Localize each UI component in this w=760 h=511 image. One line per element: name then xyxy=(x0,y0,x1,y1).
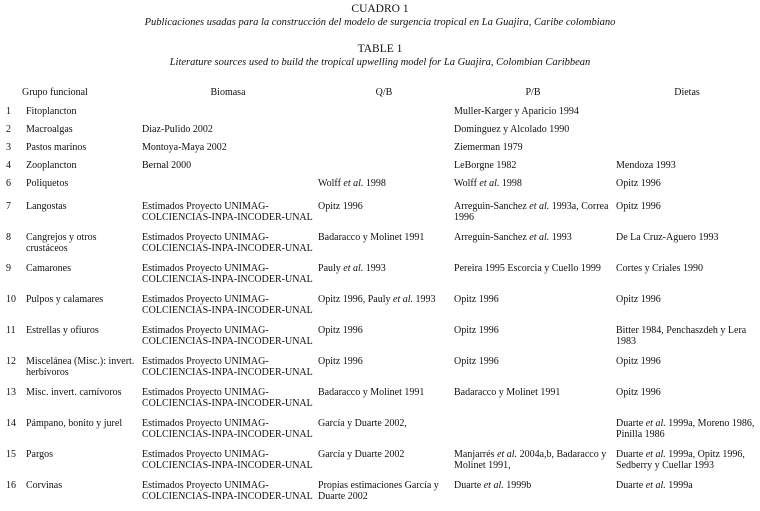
cell-number: 4 xyxy=(6,159,11,171)
cell-number: 6 xyxy=(6,177,11,189)
cell-dietas: Mendoza 1993 xyxy=(616,159,676,171)
caption-title-es: Publicaciones usadas para la construcción del modelo de surgencia tropical en La Guajira, Caribe colombiano xyxy=(144,17,616,29)
cell-pb xyxy=(452,480,614,511)
table-row xyxy=(4,325,760,356)
cell-grupo-funcional: Camarones xyxy=(26,262,71,274)
cell-biomasa xyxy=(140,178,316,201)
cell-text: 2004a,b, Badaracco y Molinet 1991, xyxy=(454,448,607,471)
cell-qb: Opitz 1996 xyxy=(318,200,363,212)
cell-text: Pauly xyxy=(318,262,344,274)
cell-qb: Opitz 1996 xyxy=(318,355,363,367)
cell-text: Arreguin-Sanchez xyxy=(454,200,530,212)
table-row xyxy=(4,263,760,294)
cell-grupo-funcional: Misc. invert. carnívoros xyxy=(26,386,122,398)
cell-dietas xyxy=(614,142,760,160)
cell-grupo-funcional: Estrellas y ofiuros xyxy=(26,324,99,336)
cell-qb xyxy=(316,160,452,178)
cell-text: 1998 xyxy=(499,177,522,189)
cell-biomasa: Estimados Proyecto UNIMAG-COLCIENCIAS-INPA-INCODER-UNAL xyxy=(142,479,313,502)
cell-italic-text: et al. xyxy=(645,479,666,491)
cell-pb: Dominguez y Alcolado 1990 xyxy=(454,123,570,135)
cell-biomasa: Estimados Proyecto UNIMAG-COLCIENCIAS-INPA-INCODER-UNAL xyxy=(142,386,313,409)
cell-qb xyxy=(316,178,452,201)
table-row xyxy=(4,106,760,124)
cell-text: 1993 xyxy=(549,231,572,243)
cell-number: 3 xyxy=(6,141,11,153)
cell-dietas: Opitz 1996 xyxy=(616,386,661,398)
cell-qb xyxy=(316,294,452,325)
cell-dietas xyxy=(614,480,760,511)
cell-text: 1999b xyxy=(503,479,532,491)
table-row xyxy=(4,201,760,232)
cell-pb: Opitz 1996 xyxy=(454,293,499,305)
table-row xyxy=(4,356,760,387)
header-dietas: Dietas xyxy=(674,87,700,98)
cell-pb xyxy=(452,418,614,449)
cell-number: 16 xyxy=(6,479,16,491)
cell-italic-text: et al. xyxy=(529,231,550,243)
cell-pb xyxy=(452,449,614,480)
cell-qb: Badaracco y Molinet 1991 xyxy=(318,386,425,398)
cell-dietas: Bitter 1984, Penchaszdeh y Lera 1983 xyxy=(616,324,747,347)
cell-dietas: Opitz 1996 xyxy=(616,293,661,305)
cell-text: Duarte xyxy=(616,448,646,460)
table-row xyxy=(4,387,760,418)
cell-grupo-funcional: Macroalgas xyxy=(26,123,73,135)
header-grupo-funcional: Grupo funcional xyxy=(22,87,88,98)
cell-number: 13 xyxy=(6,386,16,398)
cell-pb: Ziemerman 1979 xyxy=(454,141,523,153)
cell-text: 1993 xyxy=(413,293,436,305)
cell-number: 12 xyxy=(6,355,16,367)
cell-text: Wolff xyxy=(454,177,480,189)
cell-text: Arreguin-Sanchez xyxy=(454,231,530,243)
cell-dietas xyxy=(614,418,760,449)
cell-qb xyxy=(316,263,452,294)
cell-qb: Propias estimaciones García y Duarte 2002 xyxy=(318,479,439,502)
cell-pb: Badaracco y Molinet 1991 xyxy=(454,386,561,398)
table-row xyxy=(4,294,760,325)
cell-pb: Pereira 1995 Escorcia y Cuello 1999 xyxy=(454,262,601,274)
cell-italic-text: et al. xyxy=(497,448,518,460)
cell-text: Duarte xyxy=(616,479,646,491)
table-row xyxy=(4,142,760,160)
cell-grupo-funcional: Cangrejos y otros crustáceos xyxy=(26,231,97,254)
cell-biomasa: Diaz-Pulido 2002 xyxy=(142,123,213,135)
cell-text: Opitz 1996, Pauly xyxy=(318,293,394,305)
cell-number: 9 xyxy=(6,262,11,274)
caption-english xyxy=(0,42,760,70)
cell-grupo-funcional: Poliquetos xyxy=(26,177,69,189)
cell-dietas: Opitz 1996 xyxy=(616,177,661,189)
cell-biomasa: Montoya-Maya 2002 xyxy=(142,141,227,153)
cell-italic-text: et al. xyxy=(483,479,504,491)
cell-dietas xyxy=(614,106,760,124)
cell-grupo-funcional: Pulpos y calamares xyxy=(26,293,104,305)
cell-grupo-funcional: Pargos xyxy=(26,448,54,460)
cell-italic-text: et al. xyxy=(645,417,666,429)
cell-dietas xyxy=(614,124,760,142)
cell-pb: Opitz 1996 xyxy=(454,324,499,336)
cell-text: Wolff xyxy=(318,177,344,189)
cell-biomasa: Estimados Proyecto UNIMAG-COLCIENCIAS-INPA-INCODER-UNAL xyxy=(142,355,313,378)
table-row xyxy=(4,160,760,178)
table-row xyxy=(4,418,760,449)
cell-qb: Opitz 1996 xyxy=(318,324,363,336)
cell-number: 11 xyxy=(6,324,16,336)
cell-text: 1999a, Opitz 1996, Sedberry y Cuellar 1993 xyxy=(616,448,745,471)
cell-text: 1993 xyxy=(363,262,386,274)
cell-italic-text: et al. xyxy=(529,200,550,212)
cell-text: 1999a xyxy=(665,479,693,491)
cell-dietas: De La Cruz-Aguero 1993 xyxy=(616,231,719,243)
cell-number: 8 xyxy=(6,231,11,243)
caption-title-en: Literature sources used to build the tropical upwelling model for La Guajira, Colombian Caribbean xyxy=(169,57,591,69)
cell-number: 1 xyxy=(6,105,11,117)
cell-number: 14 xyxy=(6,417,16,429)
header-biomasa: Biomasa xyxy=(210,87,246,98)
caption-label-es: CUADRO 1 xyxy=(351,3,409,15)
cell-qb xyxy=(316,142,452,160)
cell-biomasa: Estimados Proyecto UNIMAG-COLCIENCIAS-INPA-INCODER-UNAL xyxy=(142,417,313,440)
cell-text: Duarte xyxy=(616,417,646,429)
cell-biomasa: Estimados Proyecto UNIMAG-COLCIENCIAS-INPA-INCODER-UNAL xyxy=(142,200,313,223)
cell-pb: Muller-Karger y Aparicio 1994 xyxy=(454,105,579,117)
cell-qb: García y Duarte 2002 xyxy=(318,448,405,460)
table-body xyxy=(4,106,760,511)
cell-qb: Badaracco y Molinet 1991 xyxy=(318,231,425,243)
table-header-row xyxy=(4,82,760,106)
cell-biomasa: Estimados Proyecto UNIMAG-COLCIENCIAS-INPA-INCODER-UNAL xyxy=(142,324,313,347)
sources-table xyxy=(4,82,760,511)
cell-text: 1998 xyxy=(363,177,386,189)
cell-italic-text: et al. xyxy=(645,448,666,460)
cell-grupo-funcional: Pámpano, bonito y jurel xyxy=(26,417,123,429)
cell-italic-text: et al. xyxy=(393,293,414,305)
header-qb: Q/B xyxy=(375,87,393,98)
cell-grupo-funcional: Langostas xyxy=(26,200,67,212)
cell-dietas: Cortes y Criales 1990 xyxy=(616,262,703,274)
cell-pb xyxy=(452,232,614,263)
cell-biomasa xyxy=(140,106,316,124)
cell-grupo-funcional: Pastos marinos xyxy=(26,141,87,153)
table-row xyxy=(4,449,760,480)
cell-pb xyxy=(452,201,614,232)
cell-dietas xyxy=(614,449,760,480)
cell-number: 2 xyxy=(6,123,11,135)
table-row xyxy=(4,124,760,142)
cell-pb: LeBorgne 1982 xyxy=(454,159,517,171)
cell-qb xyxy=(316,124,452,142)
cell-biomasa: Estimados Proyecto UNIMAG-COLCIENCIAS-INPA-INCODER-UNAL xyxy=(142,293,313,316)
cell-number: 15 xyxy=(6,448,16,460)
cell-pb: Opitz 1996 xyxy=(454,355,499,367)
cell-text: Manjarrés xyxy=(454,448,498,460)
table-row xyxy=(4,480,760,511)
cell-dietas: Opitz 1996 xyxy=(616,200,661,212)
cell-biomasa: Estimados Proyecto UNIMAG-COLCIENCIAS-INPA-INCODER-UNAL xyxy=(142,448,313,471)
cell-dietas: Opitz 1996 xyxy=(616,355,661,367)
cell-grupo-funcional: Zooplancton xyxy=(26,159,77,171)
cell-biomasa: Estimados Proyecto UNIMAG-COLCIENCIAS-INPA-INCODER-UNAL xyxy=(142,262,313,285)
cell-grupo-funcional: Corvinas xyxy=(26,479,63,491)
table-row xyxy=(4,232,760,263)
header-pb: P/B xyxy=(525,87,541,98)
cell-italic-text: et al. xyxy=(343,262,364,274)
cell-text: Duarte xyxy=(454,479,484,491)
cell-pb xyxy=(452,178,614,201)
cell-biomasa: Bernal 2000 xyxy=(142,159,192,171)
cell-biomasa: Estimados Proyecto UNIMAG-COLCIENCIAS-INPA-INCODER-UNAL xyxy=(142,231,313,254)
cell-text: 1993a, Correa 1996 xyxy=(454,200,609,223)
cell-italic-text: et al. xyxy=(479,177,500,189)
cell-grupo-funcional: Fitoplancton xyxy=(26,105,77,117)
cell-qb: García y Duarte 2002, xyxy=(318,417,407,429)
caption-spanish xyxy=(0,2,760,30)
cell-number: 7 xyxy=(6,200,11,212)
cell-text: 1999a, Moreno 1986, Pinilla 1986 xyxy=(616,417,755,440)
cell-qb xyxy=(316,106,452,124)
table-row xyxy=(4,178,760,201)
cell-grupo-funcional: Miscelánea (Misc.): invert. herbívoros xyxy=(26,355,135,378)
cell-italic-text: et al. xyxy=(343,177,364,189)
caption-label-en: TABLE 1 xyxy=(357,43,403,55)
cell-number: 10 xyxy=(6,293,16,305)
